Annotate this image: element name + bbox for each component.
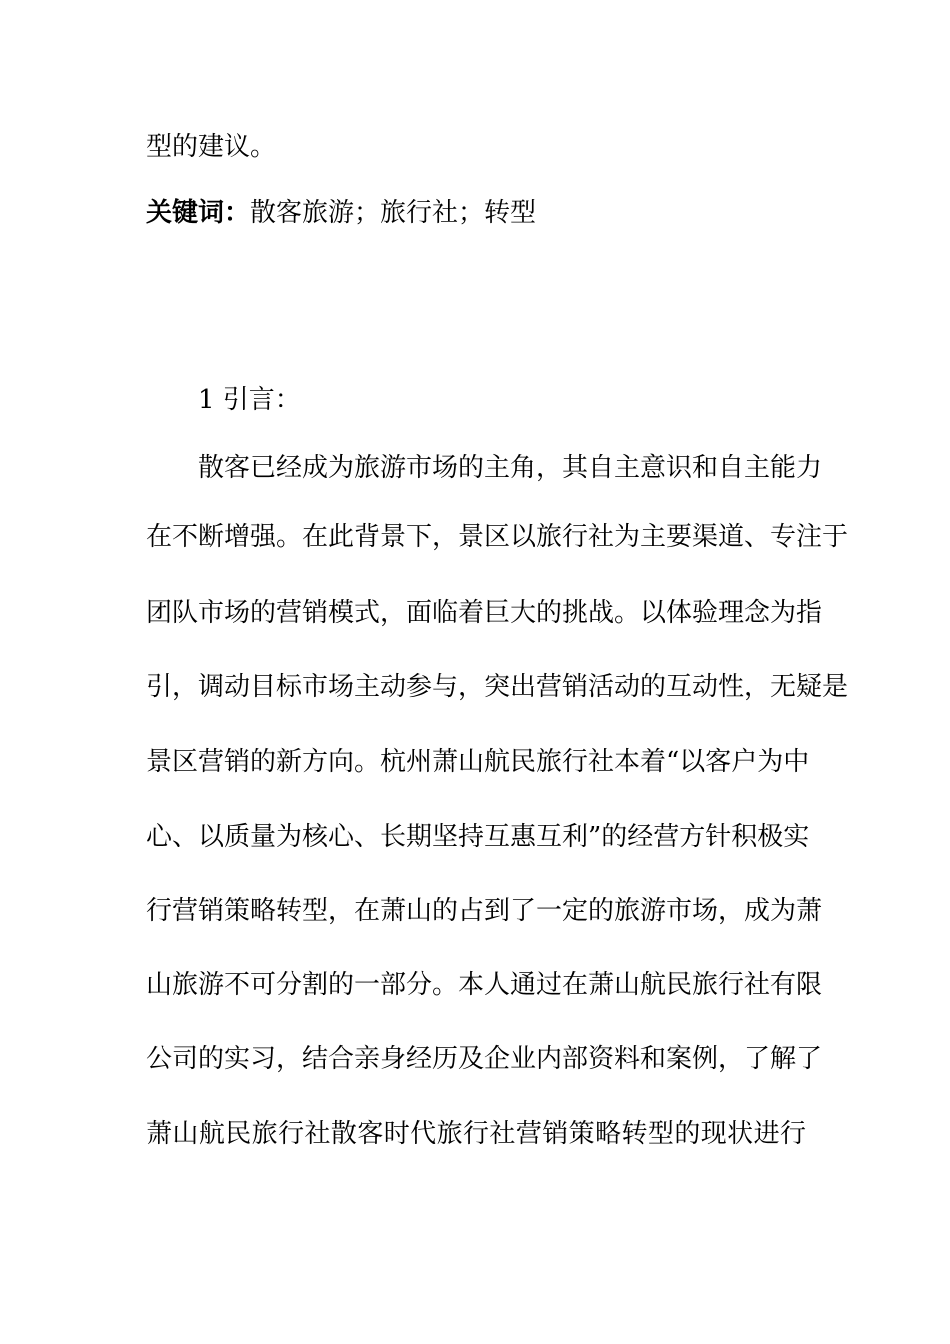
section-heading: 1 引言： <box>198 385 301 415</box>
paragraph-line: 在不断增强。在此背景下，景区以旅行社为主要渠道、专注于 <box>146 522 849 552</box>
paragraph-line: 引，调动目标市场主动参与，突出营销活动的互动性，无疑是 <box>146 672 849 702</box>
paragraph-line: 公司的实习，结合亲身经历及企业内部资料和案例，了解了 <box>146 1044 823 1074</box>
paragraph-line: 行营销策略转型，在萧山的占到了一定的旅游市场，成为萧 <box>146 896 823 926</box>
paragraph-line: 团队市场的营销模式，面临着巨大的挑战。以体验理念为指 <box>146 598 823 628</box>
paragraph-line: 山旅游不可分割的一部分。本人通过在萧山航民旅行社有限 <box>146 970 823 1000</box>
paragraph-line: 萧山航民旅行社散客时代旅行社营销策略转型的现状进行 <box>146 1119 806 1149</box>
abstract-tail: 型的建议。 <box>146 132 277 162</box>
paragraph-line: 心、以质量为核心、长期坚持互惠互利”的经营方针积极实 <box>146 822 810 852</box>
keywords-line <box>146 197 806 229</box>
keywords-text: 散客旅游；旅行社；转型 <box>250 198 537 228</box>
paragraph-line: 散客已经成为旅游市场的主角，其自主意识和自主能力 <box>198 453 823 483</box>
paragraph-line: 景区营销的新方向。杭州萧山航民旅行社本着“以客户为中 <box>146 747 810 777</box>
keywords-label: 关键词： <box>146 198 251 228</box>
